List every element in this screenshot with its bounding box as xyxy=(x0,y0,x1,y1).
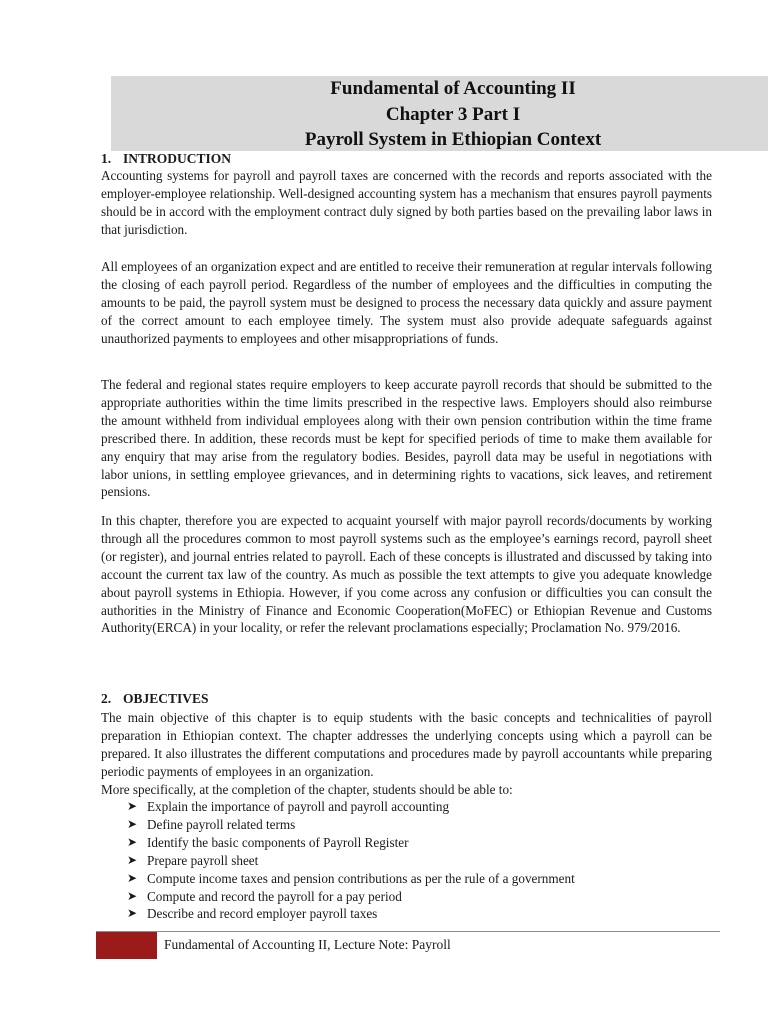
paragraph: The federal and regional states require employers to keep accurate payroll records that should be submitted to the appropriate authorities within the time limits prescribed in the respective laws. Employers should also reimburse the amount withheld from individual employees along with their own pension contribution within the time frame prescribed there. In addition, these records must be kept for specified periods of time to make them available for any enquiry that may arise from the regulatory bodies. Besides, payroll data may be useful in negotiations with labor unions, in settling employee grievances, and in determining rights to vacations, sick leaves, and retirement pensions. xyxy=(101,377,712,500)
list-item xyxy=(127,905,575,923)
paragraph: The main objective of this chapter is to equip students with the basic concepts and technicalities of payroll preparation in Ethiopian context. The chapter addresses the underlying concepts using which a payroll can be prepared. It also illustrates the different computations and procedures made by payroll accountants while preparing periodic payments of employees in an organization. xyxy=(101,710,712,779)
list-item xyxy=(127,852,575,870)
paragraph: All employees of an organization expect and are entitled to receive their remuneration at regular intervals following the closing of each payroll period. Regardless of the number of employees and the difficulties in computing the amounts to be paid, the payroll system must be designed to process the necessary data quickly and assure payment of the correct amount to each employee timely. The system must also provide adequate safeguards against unauthorized payments to employees and other misappropriations of funds. xyxy=(101,259,712,346)
list-item-text: Compute income taxes and pension contributions as per the rule of a government xyxy=(147,870,575,886)
objectives-list xyxy=(127,798,575,923)
paragraph: Accounting systems for payroll and payroll taxes are concerned with the records and reports associated with the employer-employee relationship. Well-designed accounting system has a mechanism that ensures payroll payments should be in accord with the employment contract duly signed by both parties based on the prevailing labor laws in that jurisdiction. xyxy=(101,168,712,237)
document-title: Fundamental of Accounting II xyxy=(330,78,576,99)
section-heading-text: OBJECTIVES xyxy=(123,691,209,706)
paragraph: In this chapter, therefore you are expected to acquaint yourself with major payroll records/documents by working through all the procedures common to most payroll systems such as the employee’s earnings record, payroll sheet (or register), and journal entries related to payroll. Each of these concepts is illustrated and discussed by taking into account the current tax law of the country. As much as possible the text attempts to give you adequate knowledge about payroll systems in Ethiopia. However, if you come across any confusion or difficulties you can consult the authorities in the Ministry of Finance and Economic Cooperation(MoFEC) or Ethiopian Revenue and Customs Authority(ERCA) in your locality, or refer the relevant proclamations especially; Proclamation No. 979/2016. xyxy=(101,513,712,636)
section-number: 1. xyxy=(101,151,112,166)
section-heading-objectives xyxy=(101,690,209,707)
arrow-bullet-icon: ➤ xyxy=(127,906,138,921)
list-item-text: Prepare payroll sheet xyxy=(147,852,259,868)
list-item xyxy=(127,834,575,852)
section-number: 2. xyxy=(101,691,112,706)
arrow-bullet-icon: ➤ xyxy=(127,834,138,849)
footer-text: Fundamental of Accounting II, Lecture Note: Payroll xyxy=(164,937,451,952)
chapter-title: Chapter 3 Part I xyxy=(385,104,521,125)
footer-divider xyxy=(96,931,720,932)
list-item-text: Identify the basic components of Payroll Register xyxy=(147,834,409,850)
arrow-bullet-icon: ➤ xyxy=(127,816,138,831)
arrow-bullet-icon: ➤ xyxy=(127,799,138,813)
list-item-text: Explain the importance of payroll and payroll accounting xyxy=(147,799,450,814)
list-item-text: Describe and record employer payroll taxes xyxy=(147,906,378,922)
arrow-bullet-icon: ➤ xyxy=(127,852,138,867)
section-heading-text: INTRODUCTION xyxy=(123,151,232,166)
chapter-subtitle: Payroll System in Ethiopian Context xyxy=(304,129,602,150)
paragraph-lead-in: More specifically, at the completion of the chapter, students should be able to: xyxy=(101,782,513,797)
arrow-bullet-icon: ➤ xyxy=(127,888,138,903)
list-item-text: Compute and record the payroll for a pay period xyxy=(147,888,402,904)
list-item xyxy=(127,798,575,816)
section-heading-introduction xyxy=(101,150,231,167)
list-item xyxy=(127,816,575,834)
list-item xyxy=(127,888,575,906)
list-item xyxy=(127,870,575,888)
footer-accent-block xyxy=(96,932,157,959)
list-item-text: Define payroll related terms xyxy=(147,816,296,832)
arrow-bullet-icon: ➤ xyxy=(127,870,138,885)
